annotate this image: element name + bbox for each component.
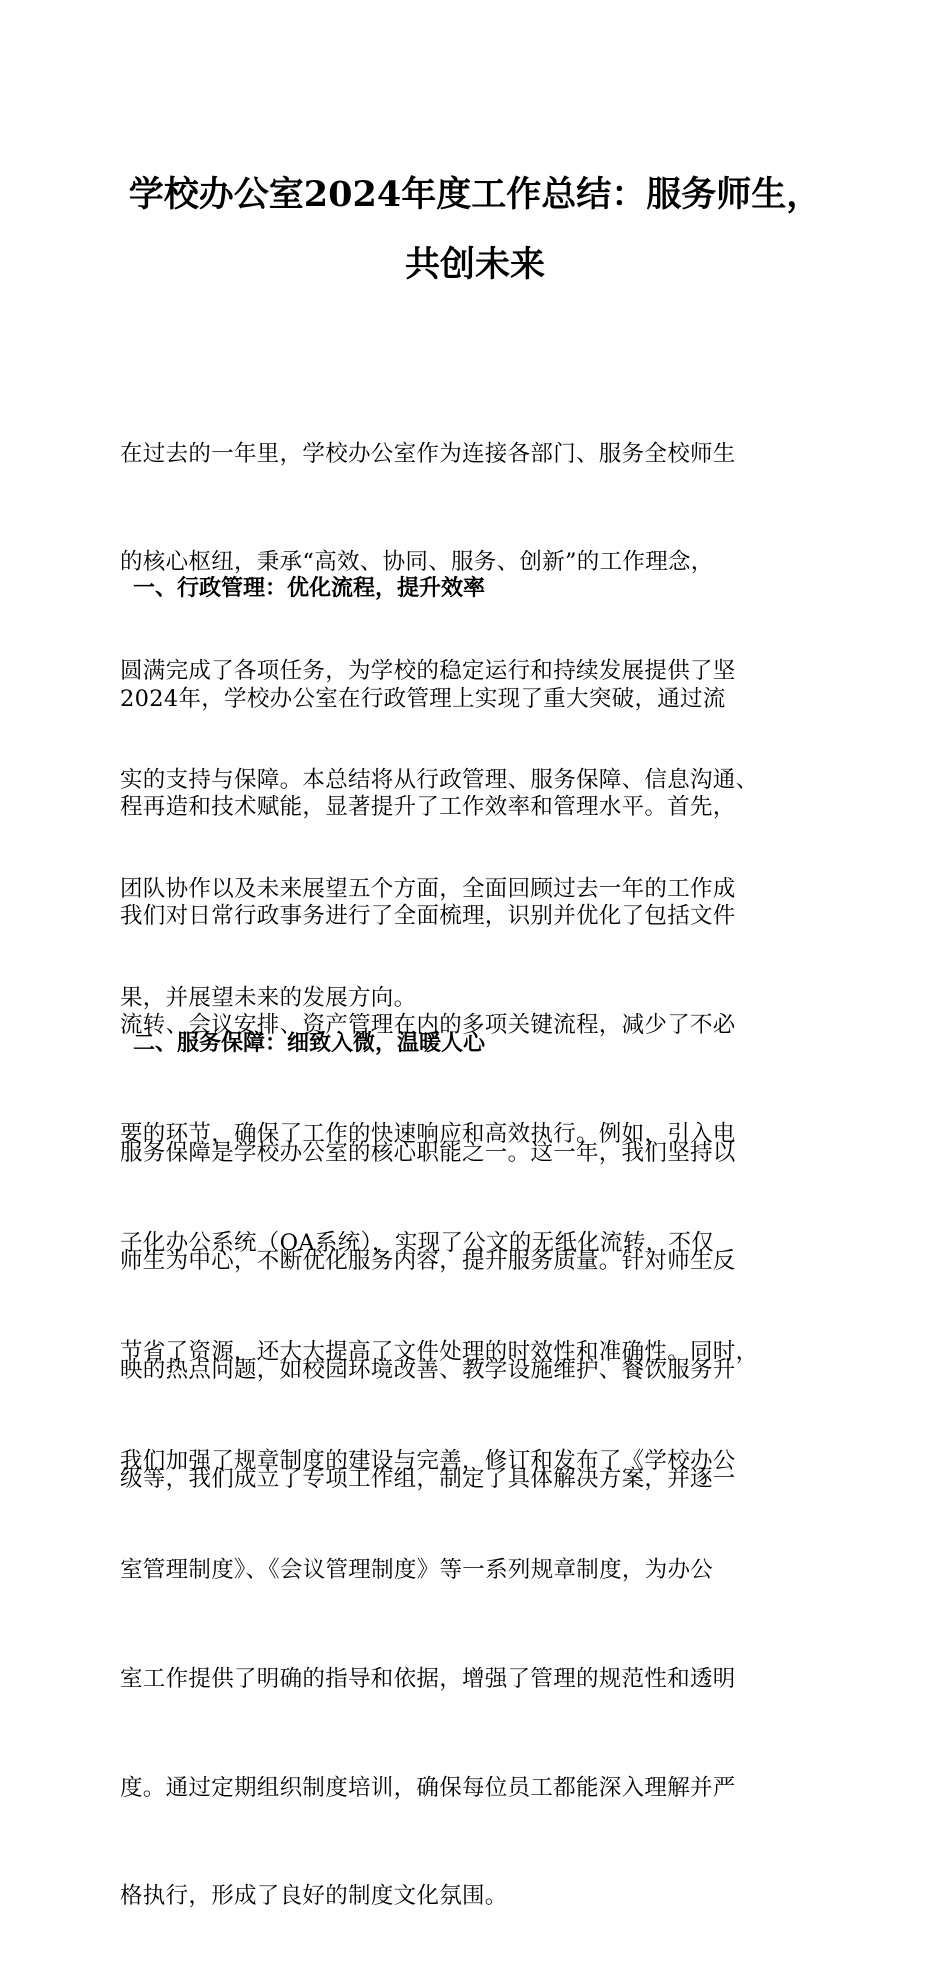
paragraph-line: 子化办公系统（OA系统），实现了公文的无纸化流转，不仅: [120, 1230, 715, 1257]
paragraph-line: 格执行，形成了良好的制度文化氛围。: [120, 1883, 508, 1910]
paragraph-line: 映的热点问题，如校园环境改善、教学设施维护、餐饮服务升: [120, 1357, 736, 1384]
service-paragraph: [120, 1062, 832, 1570]
paragraph-line: 我们加强了规章制度的建设与完善，修订和发布了《学校办公: [120, 1447, 736, 1474]
paragraph-line: 级等，我们成立了专项工作组，制定了具体解决方案，并逐一: [120, 1466, 736, 1493]
paragraph-line: 室管理制度》、《会议管理制度》等一系列规章制度，为办公: [120, 1556, 714, 1583]
paragraph-line: 圆满完成了各项任务，为学校的稳定运行和持续发展提供了坚: [120, 658, 736, 685]
paragraph-line: 室工作提供了明确的指导和依据，增强了管理的规范性和透明: [120, 1665, 736, 1692]
paragraph-line: 实的支持与保障。本总结将从行政管理、服务保障、信息沟通、: [120, 767, 759, 794]
paragraph-line: 2024年，学校办公室在行政管理上实现了重大突破，通过流: [120, 685, 726, 712]
paragraph-line: 度。通过定期组织制度培训，确保每位员工都能深入理解并严: [120, 1774, 736, 1801]
paragraph-line: 要的环节，确保了工作的快速响应和高效执行。例如，引入电: [120, 1121, 736, 1148]
paragraph-line: 师生为中心，不断优化服务内容，提升服务质量。针对师生反: [120, 1248, 736, 1275]
paragraph-line: 果，并展望未来的发展方向。: [120, 985, 417, 1012]
paragraph-line: 服务保障是学校办公室的核心职能之一。这一年，我们坚持以: [120, 1139, 736, 1166]
paragraph-line: 在过去的一年里，学校办公室作为连接各部门、服务全校师生: [120, 440, 736, 467]
paragraph-line: 流转、会议安排、资产管理在内的多项关键流程，减少了不必: [120, 1012, 736, 1039]
paragraph-line: 的核心枢纽，秉承“高效、协同、服务、创新”的工作理念，: [120, 549, 714, 576]
document-title-line-1: 学校办公室2024年度工作总结：服务师生，: [128, 174, 822, 215]
section-heading-service: 二、服务保障：细致入微，温暖人心: [133, 1031, 486, 1056]
paragraph-line: 我们对日常行政事务进行了全面梳理，识别并优化了包括文件: [120, 903, 736, 930]
paragraph-line: 节省了资源，还大大提高了文件处理的时效性和准确性。同时，: [120, 1338, 759, 1365]
section-heading-administration: 一、行政管理：优化流程，提升效率: [133, 576, 486, 601]
document-title-line-2: 共创未来: [404, 244, 545, 285]
paragraph-line: 团队协作以及未来展望五个方面，全面回顾过去一年的工作成: [120, 876, 736, 903]
paragraph-line: 程再造和技术赋能，显著提升了工作效率和管理水平。首先，: [120, 794, 736, 821]
